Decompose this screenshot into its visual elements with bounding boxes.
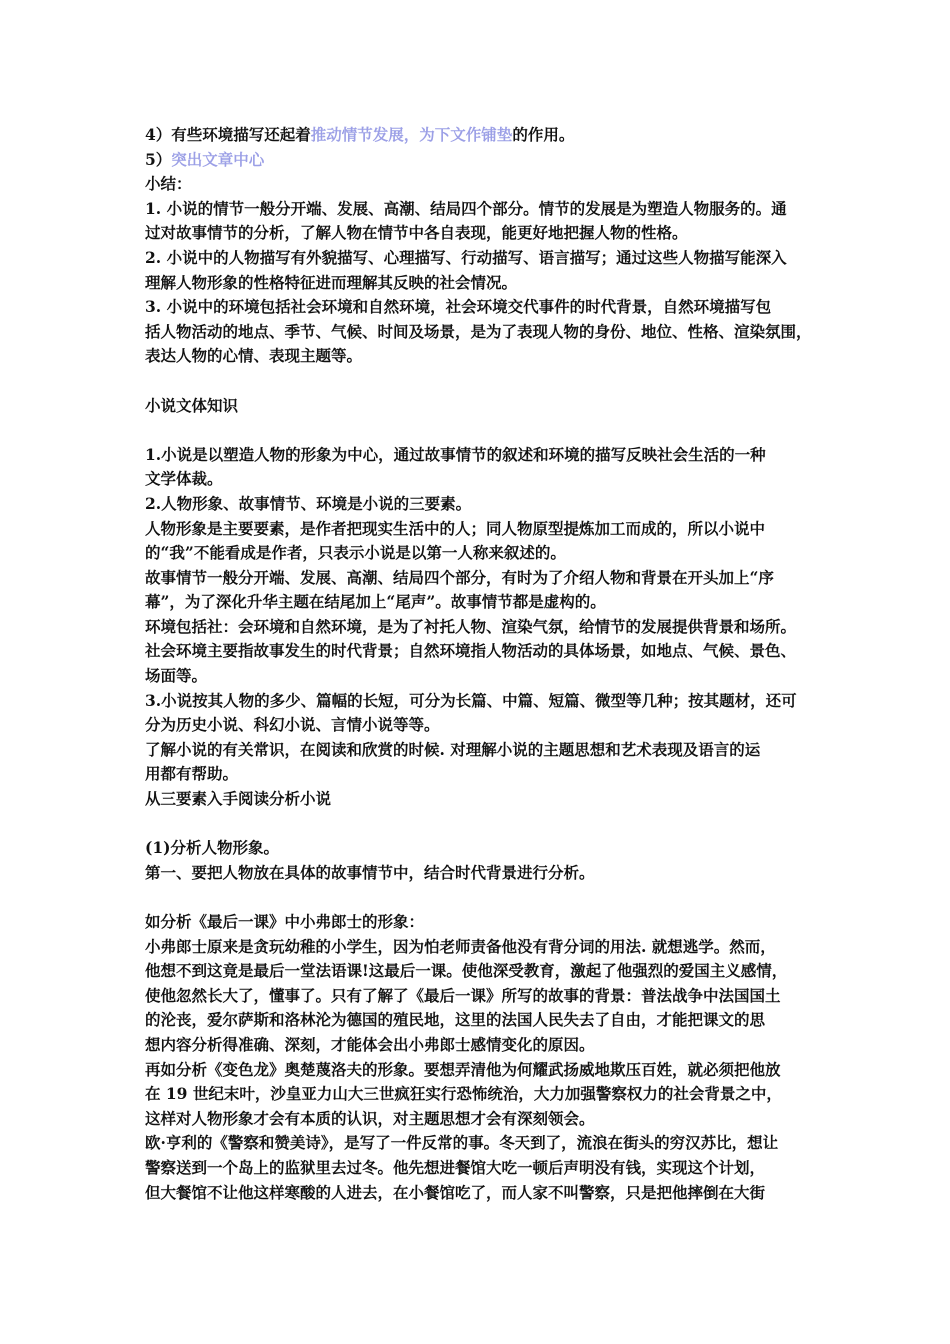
text-line: 2. 小说中的人物描写有外貌描写、心理描写、行动描写、语言描写；通过这些人物描写能深入: [145, 247, 787, 267]
paragraph: [145, 1131, 825, 1205]
paragraph: [145, 443, 825, 492]
text-line: 3. 小说中的环境包括社会环境和自然环境，社会环境交代事件的时代背景，自然环境描写包: [145, 297, 772, 317]
highlighted-text: 突出文章中心: [171, 149, 265, 169]
paragraph: [145, 935, 825, 1058]
text-line: 表达人物的心情、表现主题等。: [145, 346, 363, 366]
paragraph: [145, 394, 825, 419]
blank-line: [145, 369, 825, 394]
highlighted-text: 推动情节发展，为下文作铺垫: [310, 125, 513, 144]
paragraph: [145, 615, 825, 689]
text-line: 小弗郎士原来是贪玩幼稚的小学生，因为怕老师责备他没有背分词的用法. 就想逃学。然而，: [145, 936, 776, 956]
blank-line: [145, 812, 825, 837]
blank-line: [145, 885, 825, 910]
paragraph: [145, 148, 825, 173]
paragraph: [145, 246, 825, 295]
text-segment: 4）有些环境描写还起着: [145, 125, 311, 144]
text-line: 但大餐馆不让他这样寒酸的人进去，在小餐馆吃了，而人家不叫警察，只是把他摔倒在大街: [145, 1182, 766, 1202]
text-line: 1.小说是以塑造人物的形象为中心，通过故事情节的叙述和环境的描写反映社会生活的一种: [145, 444, 766, 464]
text-line: 用都有帮助。: [145, 764, 239, 784]
paragraph: [145, 836, 825, 861]
paragraph: [145, 295, 825, 369]
text-line: 过对故事情节的分析，了解人物在情节中各自表现，能更好地把握人物的性格。: [145, 223, 688, 243]
text-line: 再如分析《变色龙》奥楚蔑洛夫的形象。要想弄清他为何耀武扬威地欺压百姓，就必须把他放: [145, 1059, 781, 1079]
text-line: 小结：: [145, 174, 192, 194]
text-line: 3.小说按其人物的多少、篇幅的长短，可分为长篇、中篇、短篇、微型等几种；按其题材，还可: [145, 690, 797, 710]
text-line: 1. 小说的情节一般分开端、发展、高潮、结局四个部分。情节的发展是为塑造人物服务的。通: [145, 198, 787, 218]
paragraph: [145, 861, 825, 886]
paragraph: [145, 910, 825, 935]
text-line: 社会环境主要指故事发生的时代背景；自然环境指人物活动的具体场景，如地点、气候、景色、: [145, 641, 797, 661]
text-line: 小说文体知识: [145, 395, 239, 415]
text-line: 文学体裁。: [145, 469, 223, 489]
text-line: 了解小说的有关常识，在阅读和欣赏的时候. 对理解小说的主题思想和艺术表现及语言的运: [145, 739, 761, 759]
text-line: [145, 148, 825, 173]
text-line: 使他忽然长大了，懂事了。只有了解了《最后一课》所写的故事的背景：普法战争中法国国土: [145, 985, 781, 1005]
text-line: 故事情节一般分开端、发展、高潮、结局四个部分，有时为了介绍人物和背景在开头加上“序: [145, 567, 774, 587]
text-line: 理解人物形象的性格特征进而理解其反映的社会情况。: [145, 272, 518, 292]
text-line: 分为历史小说、科幻小说、言情小说等等。: [145, 715, 440, 735]
text-line: 想内容分析得准确、深刻，才能体会出小弗郎士感情变化的原因。: [145, 1034, 595, 1054]
paragraph: [145, 197, 825, 246]
document-page: [145, 123, 825, 1205]
text-line: 2.人物形象、故事情节、环境是小说的三要素。: [145, 493, 472, 513]
paragraph: [145, 172, 825, 197]
paragraph: [145, 1058, 825, 1132]
text-line: 从三要素入手阅读分析小说: [145, 789, 332, 809]
paragraph: [145, 123, 825, 148]
paragraph: [145, 787, 825, 812]
text-segment: 5）: [145, 149, 172, 169]
text-segment: 的作用。: [512, 125, 575, 144]
text-line: 如分析《最后一课》中小弗郎士的形象：: [145, 912, 425, 931]
paragraph: [145, 492, 825, 517]
text-line: 环境包括社：会环境和自然环境，是为了衬托人物、渲染气氛，给情节的发展提供背景和场所。: [145, 616, 797, 636]
text-line: 括人物活动的地点、季节、气候、时间及场景，是为了表现人物的身份、地位、性格、渲染氛围，: [145, 321, 812, 341]
text-line: 这样对人物形象才会有本质的认识，对主题思想才会有深刻领会。: [145, 1108, 595, 1128]
text-line: 幕”，为了深化升华主题在结尾加上“尾声”。故事情节都是虚构的。: [145, 592, 606, 612]
blank-line: [145, 418, 825, 443]
text-line: 欧·亨利的《警察和赞美诗》，是写了一件反常的事。冬天到了，流浪在街头的穷汉苏比，想让: [145, 1133, 779, 1153]
paragraph: [145, 517, 825, 566]
text-line: 的“我”不能看成是作者，只表示小说是以第一人称来叙述的。: [145, 543, 566, 563]
text-line: 他想不到这竟是最后一堂法语课!这最后一课。使他深受教育，激起了他强烈的爱国主义感情，: [145, 961, 788, 981]
text-line: 第一、要把人物放在具体的故事情节中，结合时代背景进行分析。: [145, 862, 595, 882]
paragraph: [145, 738, 825, 787]
paragraph: [145, 689, 825, 738]
text-line: [145, 123, 825, 148]
text-line: (1)分析人物形象。: [145, 838, 279, 858]
text-line: 的沦丧，爱尔萨斯和洛林沦为德国的殖民地，这里的法国人民失去了自由，才能把课文的思: [145, 1010, 766, 1030]
paragraph: [145, 566, 825, 615]
text-line: 人物形象是主要要素，是作者把现实生活中的人；同人物原型提炼加工而成的，所以小说中: [145, 518, 766, 538]
text-line: 场面等。: [145, 666, 208, 686]
text-line: 警察送到一个岛上的监狱里去过冬。他先想进餐馆大吃一顿后声明没有钱，实现这个计划，: [145, 1157, 766, 1177]
text-line: 在 19 世纪末叶，沙皇亚力山大三世疯狂实行恐怖统治，大力加强警察权力的社会背景之中，: [145, 1084, 782, 1104]
